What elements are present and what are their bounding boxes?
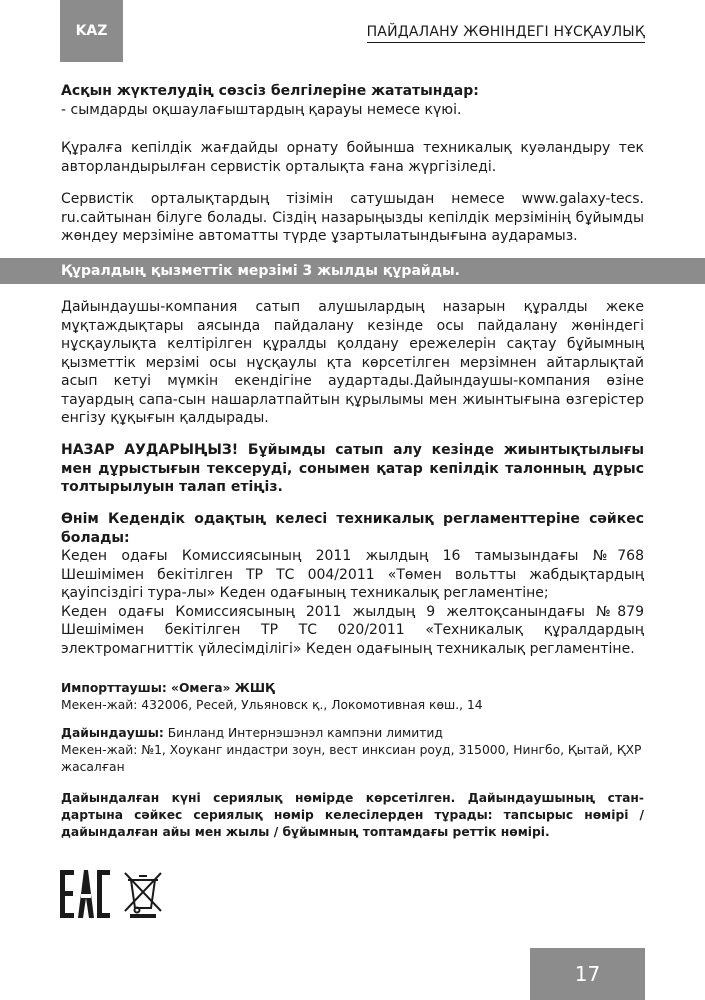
service-life-banner: Құралдың қызметтік мерзімі 3 жылды құрайды. [0,258,705,284]
service-paragraph [61,139,644,176]
manufacturer-paragraph [61,298,644,428]
document-title: ПАЙДАЛАНУ ЖӨНІНДЕГІ НҰСҚАУЛЫҚ [367,24,645,43]
weee-bin-icon [122,870,164,918]
maker-label: Дайындаушы: [61,726,164,740]
importer-address: Мекен-жай: 432006, Ресей, Ульяновск қ., Локомотивная көш., 14 [61,698,483,712]
production-note: Дайындалған күні сериялық нөмірде көрсетілген. Дайындаушының стан-дартына сәйкес сериялық нөмір келесілерден тұрады: тапсырыс нөмірі / дайындалған айы мен жылы / бұйымның топтамдағы реттік нөмірі. [61,791,644,839]
overload-item: - сымдарды оқшаулағыштардың қарауы немесе күюі. [61,101,462,118]
compliance-heading: Өнім Кедендік одақтың келесі техникалық регламенттеріне сәйкес болады: [61,511,644,546]
service-list-paragraph [61,190,644,246]
language-tab: KAZ [60,0,123,62]
regulation-1: Кеден одағы Комиссиясының 2011 жылдың 16 тамызындағы №768 Шешімімен бекітілген ТР ТС 004/2011 «Төмен вольтты жабдықтардың қауіпсіздігі тура-лы» Кеден одағының техникалық регламентіне; [61,548,644,601]
production-note-block [61,790,644,841]
eac-mark-icon [60,870,110,918]
importer-block [61,680,644,714]
overload-heading: Асқын жүктелудің сөзсіз белгілеріне жататындар: [61,83,479,99]
importer-label: Импорттаушы: «Омега» ЖШҚ [61,681,275,695]
page-number: 17 [530,948,645,1000]
certification-logos [60,870,164,918]
maker-name: Бинланд Интернэшэнэл кампэни лимитид [163,726,443,740]
maker-address: Мекен-жай: №1, Хоуканг индастри зоун, вест инксиан роуд, 315000, Нингбо, Қытай, ҚХР жасалған [61,743,642,774]
attention-paragraph [61,441,644,497]
maker-block [61,725,644,776]
service-list-text: Сервистік орталықтардың тізімін сатушыдан немесе www.galaxy-tecs. ru.сайтынан білуге болады. Сіздің назарыңызды кепілдік мерзімінің бұйымды жөндеу мерзіміне автоматты түрде ұзартылатындығына аударамыз. [61,191,644,244]
service-text: Құралға кепілдік жағдайды орнату бойынша техникалық куәландыру тек авторландырылған сервистік орталықта ғана жүргізіледі. [61,140,644,175]
attention-text: НАЗАР АУДАРЫҢЫЗ! Бұйымды сатып алу кезінде жиынтықтылығы мен дұрыстығын тексеруді, сонымен қатар кепілдік талонның дұрыс толтырылуын талап етіңіз. [61,442,644,495]
overload-section [61,82,644,119]
compliance-section [61,510,644,658]
regulation-2: Кеден одағы Комиссиясының 2011 жылдың 9 желтоқсанындағы №879 Шешімімен бекітілген ТР ТС 020/2011 «Техникалық құралдардың электромагниттік үйлесімділігі» Кеден одағының техникалық регламентіне. [61,603,644,657]
manufacturer-text: Дайындаушы-компания сатып алушылардың назарын құралды жеке мұқтаждықтары аясында пайдалану кезінде осы пайдалану жөніндегі нұсқаулықта келтірілген құралды қолдану ережелерін сақтау бұйымның қызметтік мерзімі осы нұсқаулы қта көрсетілген мерзімнен айтарлықтай асып кетуі мүмкін екендігіне аудартады.Дайындаушы-компания өзіне тауардың сапа-сын нашарлатпайтын құрылымы мен жиынтығына өзгерістер енгізу құқығын қалдырады. [61,299,644,426]
